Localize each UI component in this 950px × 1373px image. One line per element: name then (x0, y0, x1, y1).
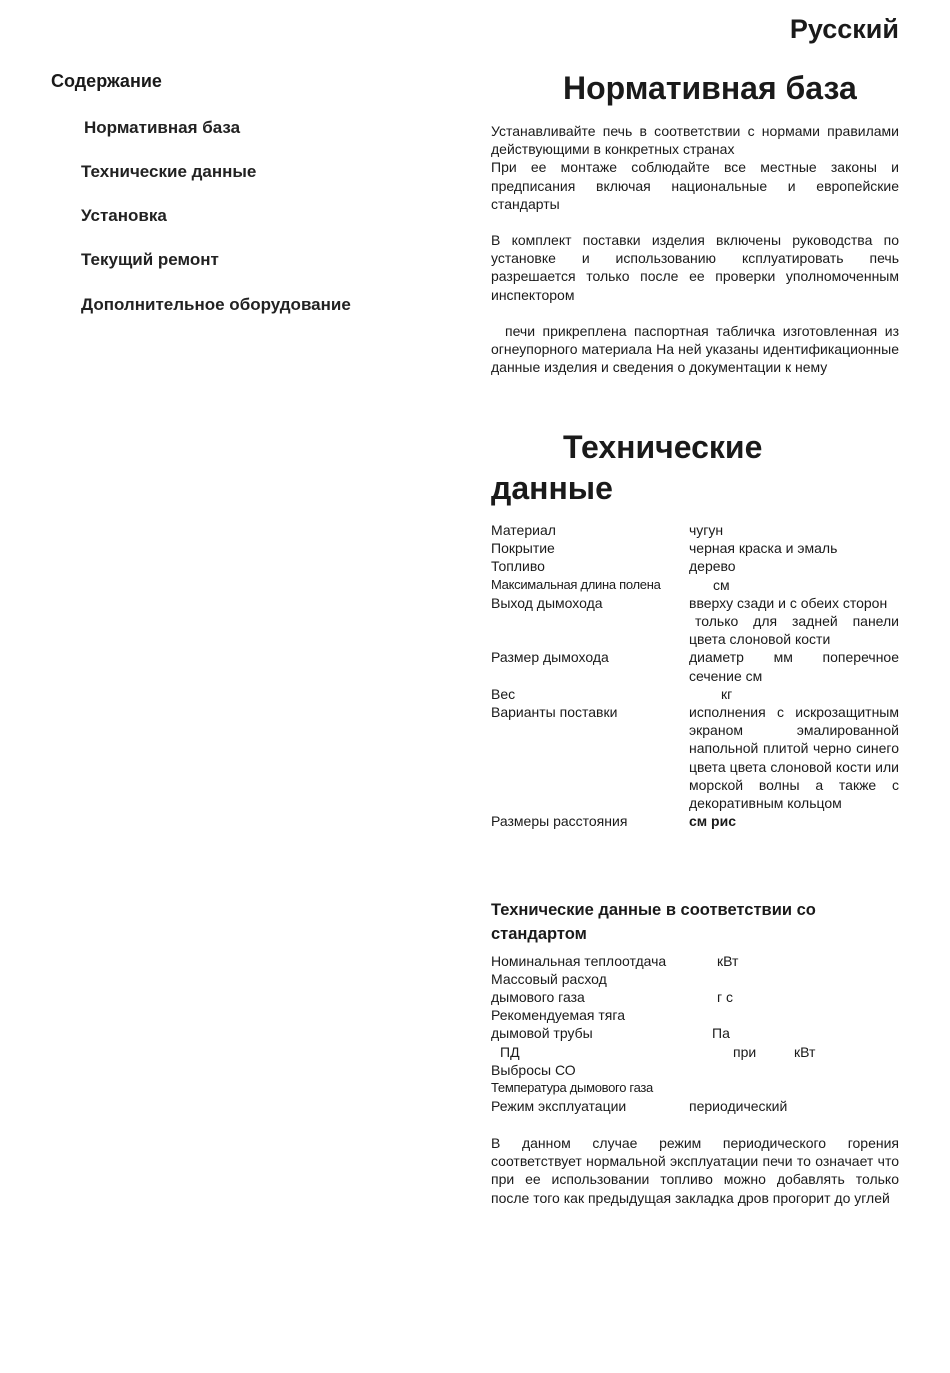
tech-row (491, 648, 899, 684)
toc-title: Содержание (51, 71, 162, 91)
tech-row (491, 703, 899, 812)
normative-section (491, 122, 899, 376)
standard-key: дымового газа (491, 989, 585, 1005)
standard-key: Номинальная теплоотдача (491, 953, 667, 969)
tech-row-key: Максимальная длина полена (491, 576, 661, 592)
toc-item-maintenance[interactable]: Текущий ремонт (81, 250, 219, 269)
language-label: Русский (789, 14, 899, 44)
tech-row (491, 557, 899, 575)
tech-heading-line-2: данные (491, 470, 613, 506)
standard-key: дымовой трубы (491, 1025, 593, 1041)
tech-row-key: Вес (491, 685, 516, 702)
toc-item-tech-data[interactable]: Технические данные (81, 162, 257, 181)
tech-row-value: см рис (689, 813, 736, 830)
tech-row-key: Размер дымохода (491, 649, 609, 666)
standard-value-extra: кВт (794, 1044, 816, 1060)
tech-row (491, 576, 899, 594)
tech-row-key: Размеры расстояния (491, 813, 628, 830)
tech-row-value-extra: только для задней панели цвета слоновой кости (689, 613, 899, 648)
tech-row-key: Выход дымохода (491, 594, 603, 611)
normative-para-3: В комплект поставки изделия включены руководства по установке и использованию ксплуатировать печь разрешается только после ее проверки уполномоченным инспектором (491, 232, 899, 303)
tech-row-value: дерево (689, 558, 736, 575)
standard-key: Массовый расход (491, 971, 607, 987)
tech-row (491, 685, 899, 703)
standard-key: Выбросы СО (491, 1062, 576, 1078)
tech-row-value: кг (721, 685, 733, 702)
tech-row-key: Материал (491, 522, 556, 538)
normative-para-2: При ее монтаже соблюдайте все местные законы и предписания включая национальные и европейские стандарты (491, 159, 899, 212)
tech-row (491, 521, 899, 539)
standard-note-block (491, 1134, 899, 1207)
standard-value: г с (717, 989, 733, 1005)
toc-item-accessories[interactable]: Дополнительное оборудование (81, 295, 351, 314)
standard-key: Режим эксплуатации (491, 1098, 627, 1114)
tech-row-key: Топливо (491, 558, 545, 575)
standard-heading: Технические данные в соответствии со стандартом (491, 901, 816, 943)
tech-row-key: Покрытие (491, 540, 555, 557)
standard-value: периодический (689, 1098, 788, 1114)
tech-row-key: Варианты поставки (491, 704, 618, 721)
tech-row-value: см (713, 576, 730, 593)
standard-note: В данном случае режим периодического горения соответствует нормальной эксплуатации печи то означает что при ее использовании топливо можно добавлять только после того как предыдущая закладка дров прогорит до углей (491, 1135, 899, 1206)
tech-data-table (491, 521, 899, 830)
tech-row-value: черная краска и эмаль (689, 540, 838, 557)
toc-item-normative[interactable]: Нормативная база (84, 118, 241, 137)
tech-row-value: вверху сзади и с обеих сторон (689, 594, 888, 611)
normative-para-1: Устанавливайте печь в соответствии с нормами правилами действующими в конкретных странах (491, 123, 899, 158)
standard-value: Па (712, 1025, 730, 1041)
standard-value: кВт (717, 953, 739, 969)
standard-table (491, 952, 899, 1122)
tech-row (491, 539, 899, 557)
tech-row-value: исполнения с искрозащитным экраном эмалированной напольной плитой черно синего цвета цвета слоновой кости или морской волны а также с декоративным кольцом (689, 704, 899, 812)
tech-row (491, 812, 899, 830)
normative-para-4: печи прикреплена паспортная табличка изготовленная из огнеупорного материала На ней указаны идентификационные данные изделия и сведения о документации к нему (491, 322, 899, 376)
tech-row-value: диаметр мм поперечное сечение см (689, 649, 899, 684)
standard-value: при (733, 1044, 757, 1060)
tech-heading-line-1: Технические (563, 429, 763, 465)
tech-row (491, 594, 899, 649)
tech-row-value: чугун (689, 522, 724, 538)
toc-item-installation[interactable]: Установка (81, 206, 167, 225)
standard-key: Рекомендуемая тяга (491, 1007, 625, 1023)
standard-key: ПД (500, 1044, 520, 1060)
normative-heading: Нормативная база (563, 70, 857, 106)
standard-key: Температура дымового газа (491, 1080, 653, 1095)
